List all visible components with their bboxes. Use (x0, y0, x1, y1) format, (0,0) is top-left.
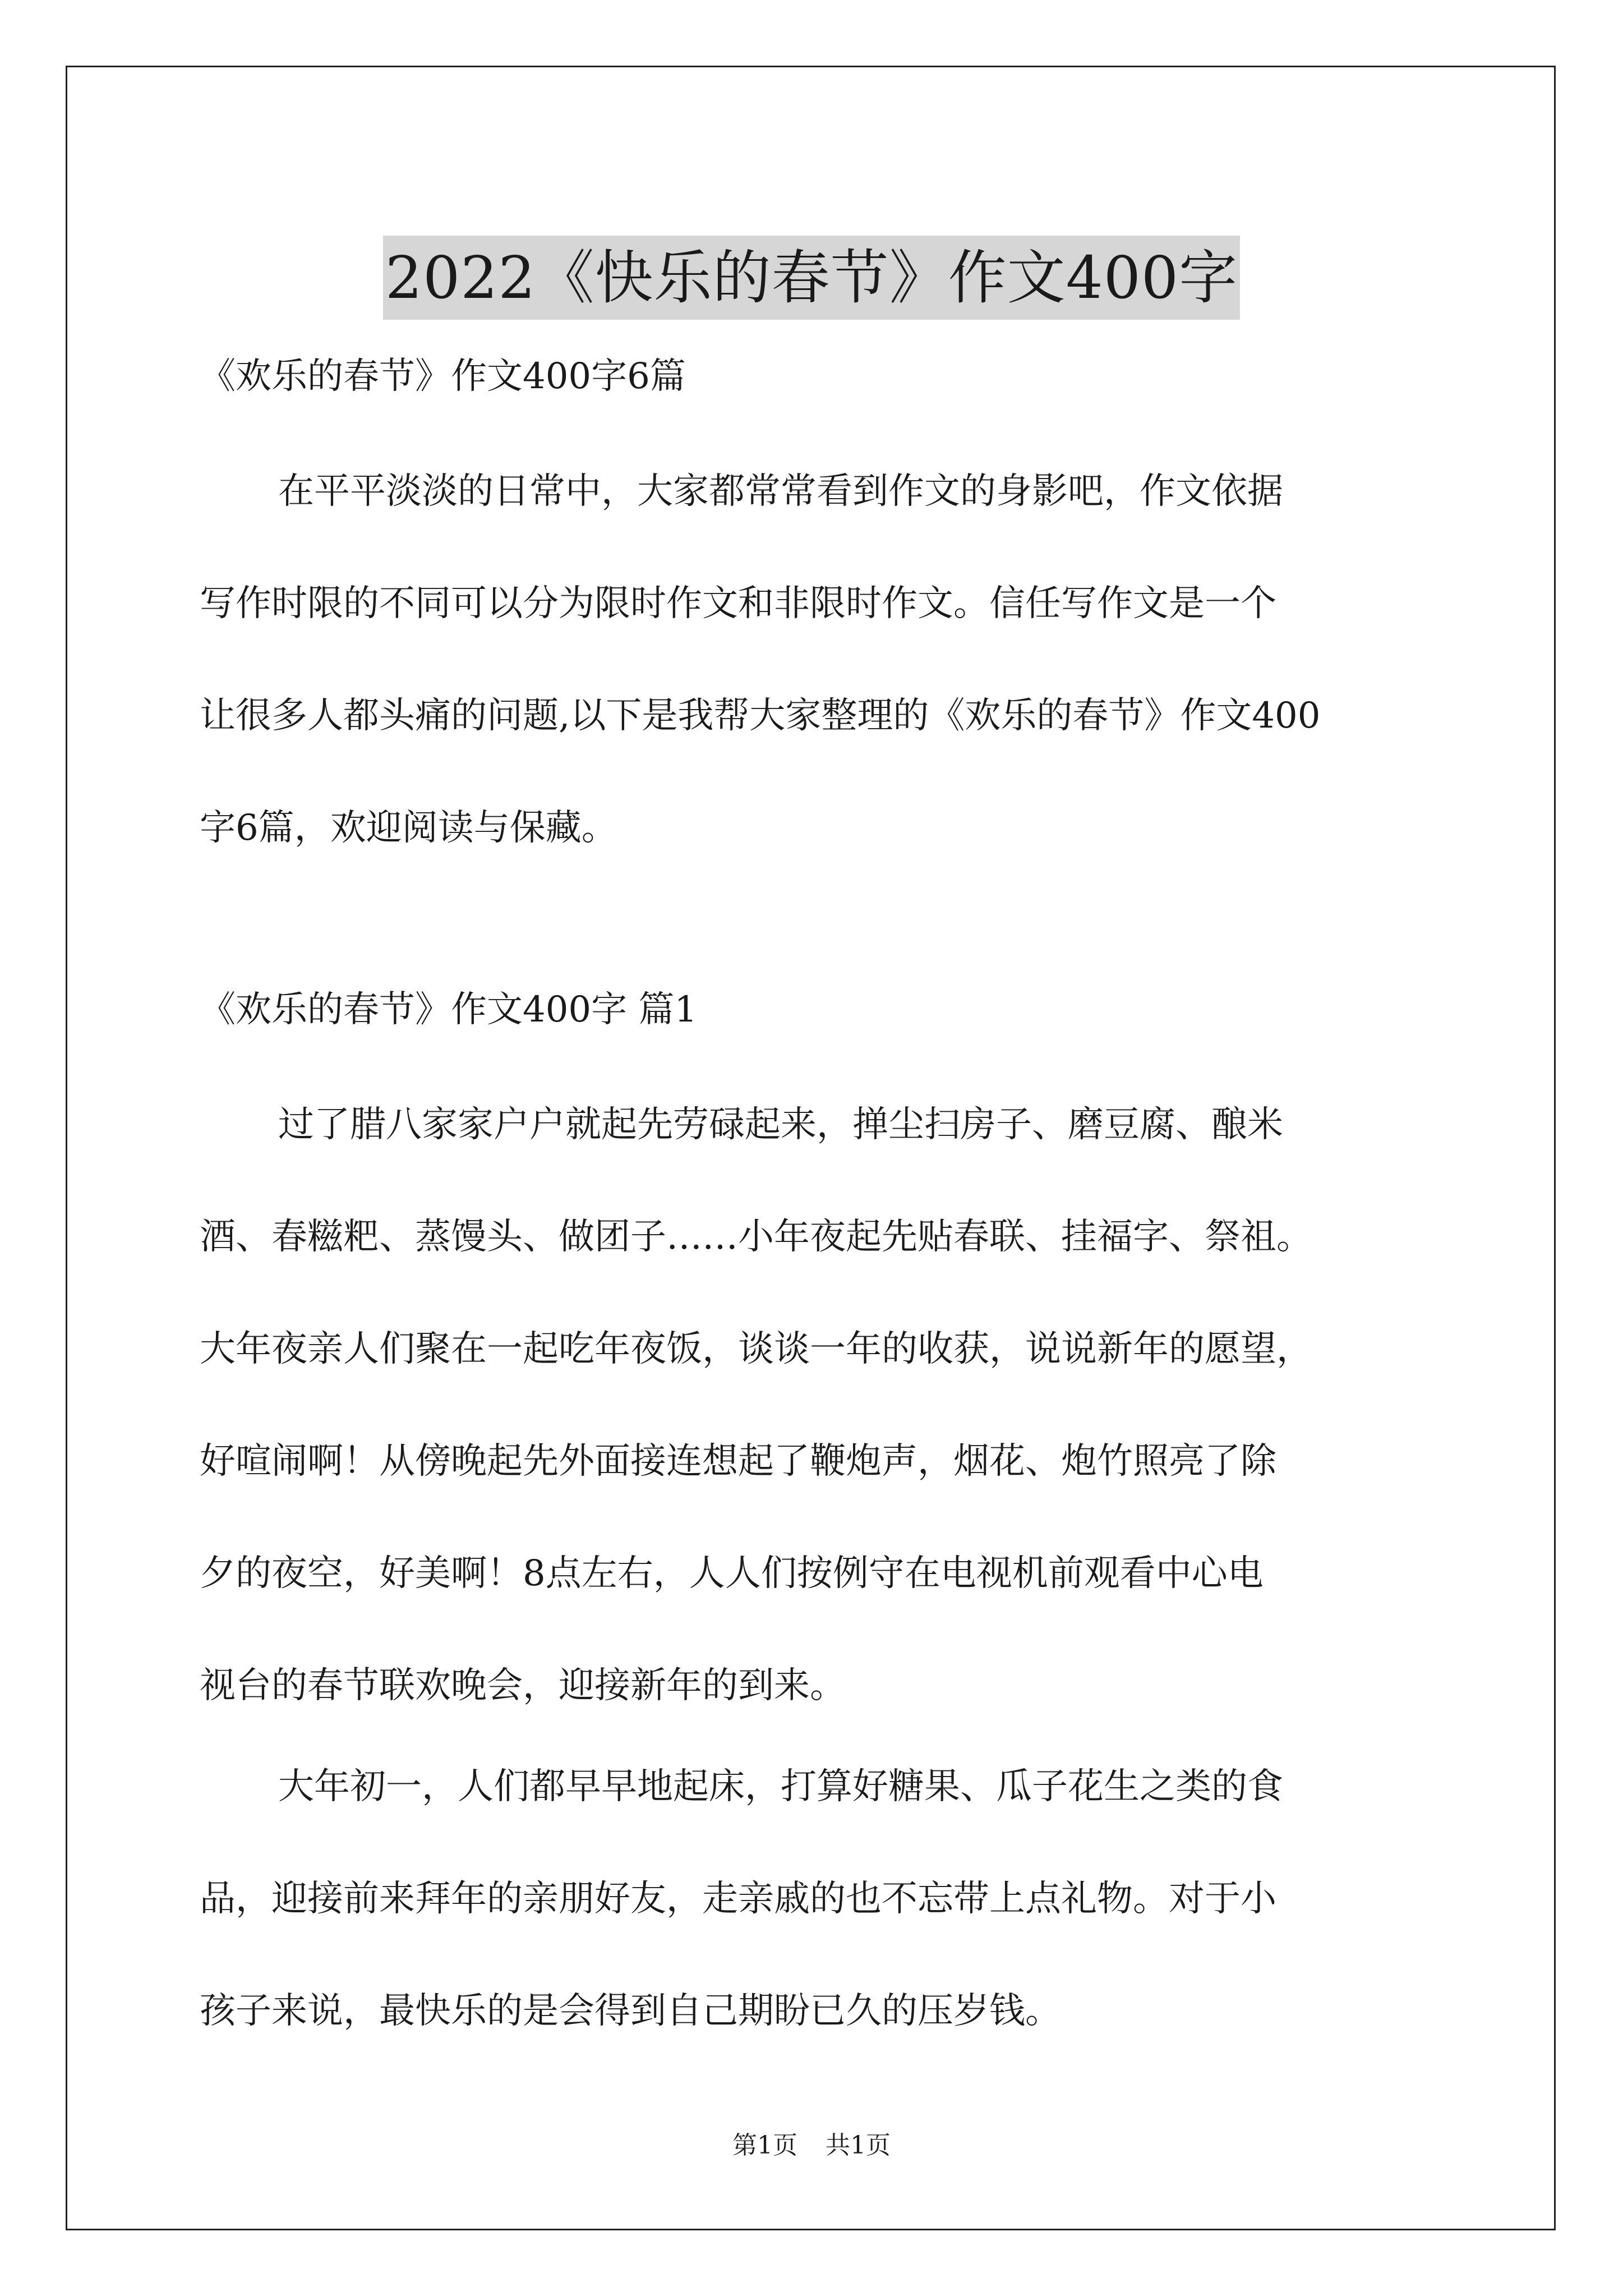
paragraph-line: 过了腊八家家户户就起先劳碌起来，掸尘扫房子、磨豆腐、酿米 (278, 1104, 1283, 1145)
paragraph-line: 夕的夜空，好美啊！8点左右，人人们按例守在电视机前观看中心电 (200, 1553, 1264, 1594)
page-number: 第1页 (732, 2131, 797, 2160)
paragraph-line: 孩子来说，最快乐的是会得到自己期盼已久的压岁钱。 (200, 1990, 1061, 2032)
intro-line: 在平平淡淡的日常中，大家都常常看到作文的身影吧，作文依据 (278, 471, 1283, 512)
paragraph-line: 视台的春节联欢晚会，迎接新年的到来。 (200, 1665, 846, 1706)
paragraph-line: 酒、春糍粑、蒸馒头、做团子……小年夜起先贴春联、挂福字、祭祖。 (200, 1216, 1312, 1258)
intro-paragraph (200, 435, 1450, 884)
paragraph-1 (200, 1069, 1450, 1742)
intro-line: 写作时限的不同可以分为限时作文和非限时作文。信任写作文是一个 (200, 583, 1276, 624)
title-container (0, 196, 1623, 358)
page-total: 共1页 (826, 2131, 891, 2160)
document-title: 2022《快乐的春节》作文400字 (383, 236, 1240, 320)
intro-line: 让很多人都头痛的问题,以下是我帮大家整理的《欢乐的春节》作文400 (200, 695, 1321, 737)
intro-line: 字6篇，欢迎阅读与保藏。 (200, 807, 617, 849)
paragraph-2 (200, 1731, 1450, 2067)
paragraph-line: 大年初一，人们都早早地起床，打算好糖果、瓜子花生之类的食 (278, 1766, 1283, 1807)
section-heading: 《欢乐的春节》作文400字 篇1 (200, 989, 698, 1030)
paragraph-line: 品，迎接前来拜年的亲朋好友，走亲戚的也不忘带上点礼物。对于小 (200, 1878, 1276, 1920)
paragraph-line: 好喧闹啊！从傍晚起先外面接连想起了鞭炮声，烟花、炮竹照亮了除 (200, 1441, 1276, 1482)
page-footer (0, 2129, 1623, 2162)
document-subtitle: 《欢乐的春节》作文400字6篇 (200, 356, 686, 397)
paragraph-line: 大年夜亲人们聚在一起吃年夜饭，谈谈一年的收获，说说新年的愿望， (200, 1328, 1312, 1370)
